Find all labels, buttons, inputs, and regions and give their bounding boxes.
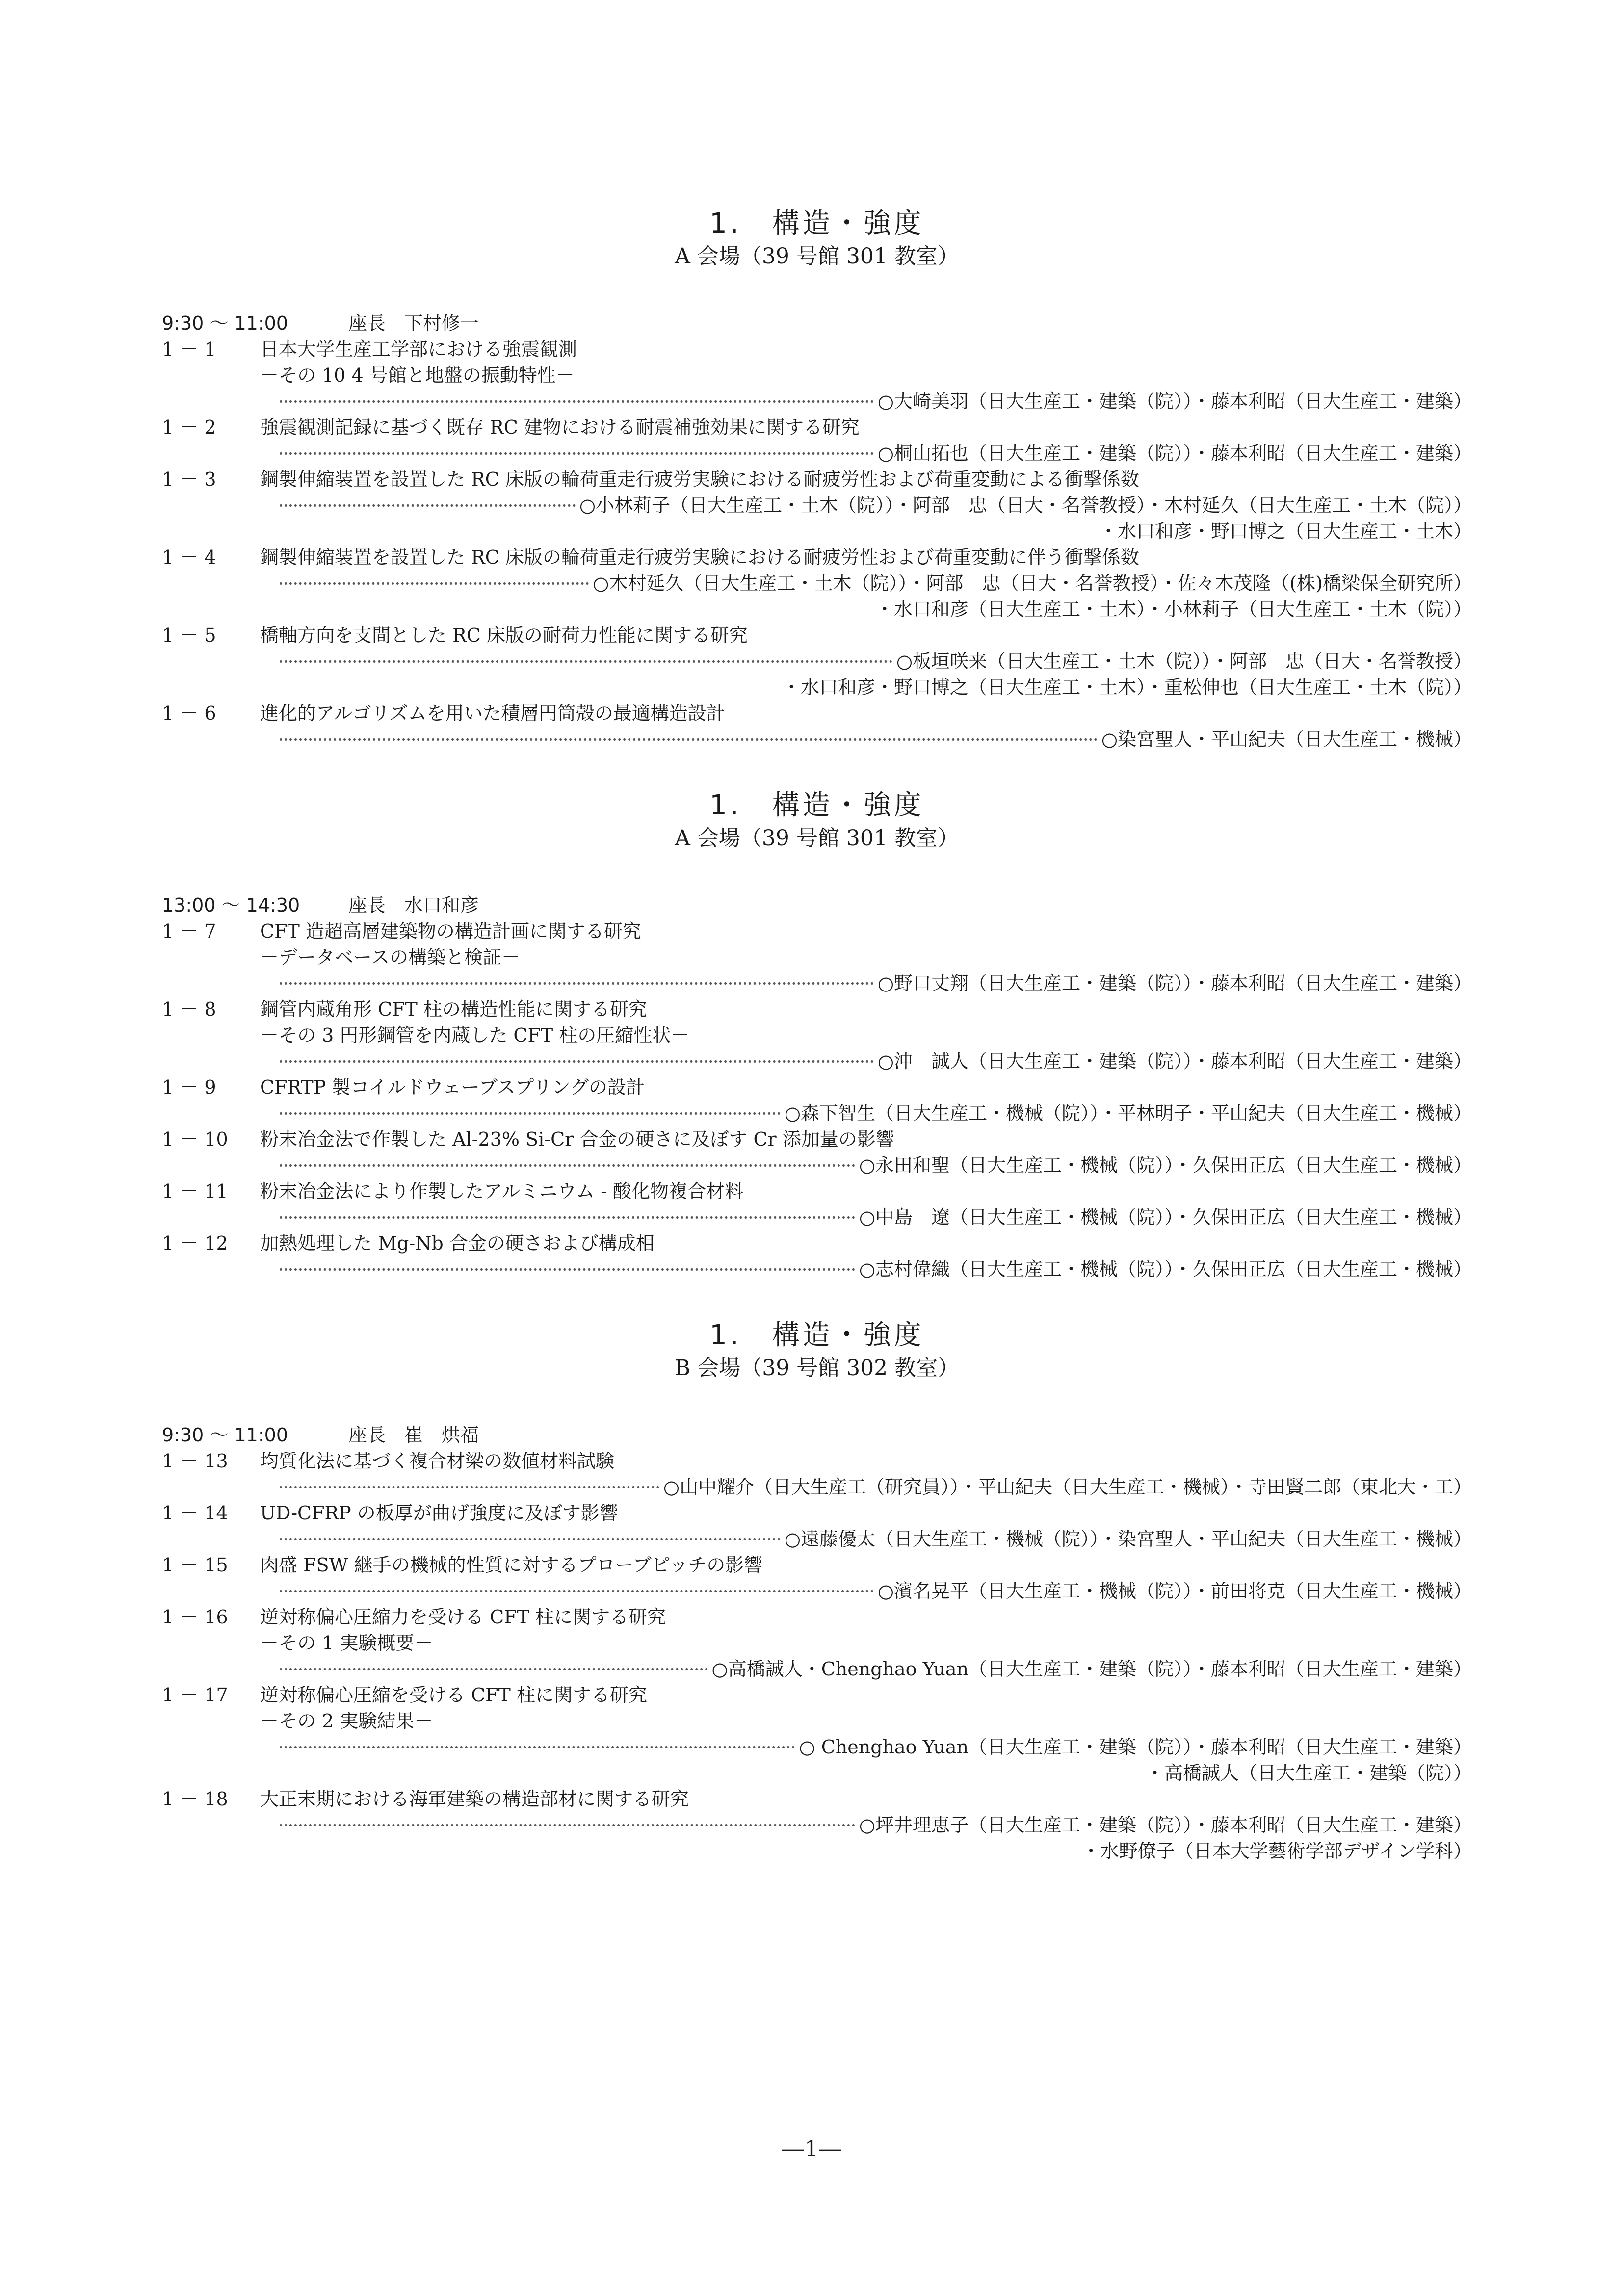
dot-leader (280, 504, 576, 507)
entry-number: 1 － 8 (162, 998, 216, 1020)
session-block (162, 206, 1472, 753)
entry-title: UD-CFRP の板厚が曲げ強度に及ぼす影響 (260, 1502, 618, 1524)
program-entry (162, 545, 1472, 623)
entry-authors: ○板垣咲来（日大生産工・土木（院））・阿部 忠（日大・名誉教授） (896, 651, 1472, 672)
entry-authors-line (162, 1578, 1472, 1604)
chair-line (162, 892, 1472, 918)
entry-authors: ○ Chenghao Yuan（日大生産工・建築（院））・藤本利昭（日大生産工・建築） (799, 1736, 1472, 1758)
entry-authors: ○遠藤優太（日大生産工・機械（院））・染宮聖人・平山紀夫（日大生産工・機械） (784, 1528, 1472, 1550)
dot-leader (280, 1486, 659, 1488)
page-number: ―1― (782, 2137, 842, 2162)
dot-leader (280, 452, 874, 455)
venue-label: A 会場（39 号館 301 教室） (675, 244, 959, 269)
entry-title-line (162, 1074, 1472, 1100)
entry-subtitle: －その 3 円形鋼管を内蔵した CFT 柱の圧縮性状－ (260, 1024, 690, 1046)
chair-line (162, 1422, 1472, 1448)
entry-authors-line (162, 1048, 1472, 1074)
entry-authors-line (162, 1734, 1472, 1760)
entry-title-line (162, 996, 1472, 1022)
dot-leader (280, 738, 1098, 741)
dot-leader (280, 1060, 874, 1063)
entry-authors: ○高橋誠人・Chenghao Yuan（日大生産工・建築（院））・藤本利昭（日大生産工・建築） (711, 1658, 1472, 1680)
entry-authors: ○志村偉織（日大生産工・機械（院））・久保田正広（日大生産工・機械） (859, 1258, 1472, 1280)
entry-number: 1 － 14 (162, 1502, 228, 1524)
entry-title: 強震観測記録に基づく既存 RC 建物における耐震補強効果に関する研究 (260, 417, 860, 438)
entry-title-line (162, 1448, 1472, 1474)
dot-leader (280, 1268, 855, 1271)
entry-authors: ○染宮聖人・平山紀夫（日大生産工・機械） (1101, 729, 1472, 750)
program-entry (162, 623, 1472, 701)
program-entry (162, 337, 1472, 415)
entry-number: 1 － 13 (162, 1450, 228, 1472)
entry-title-line (162, 1500, 1472, 1526)
entry-authors: ○小林莉子（日大生産工・土木（院））・阿部 忠（日大・名誉教授）・木村延久（日大生産工・土木（院）） (579, 495, 1472, 516)
entry-title-line (162, 1786, 1472, 1812)
entry-authors-continued: ・水口和彦・野口博之（日大生産工・土木） (1099, 521, 1472, 542)
entry-title-line (162, 337, 1472, 363)
program-entry (162, 1448, 1472, 1500)
program-entry (162, 415, 1472, 467)
entry-authors-line (162, 1100, 1472, 1126)
entry-authors-line (162, 1152, 1472, 1178)
entry-title-line (162, 1230, 1472, 1256)
entry-authors: ○坪井理恵子（日大生産工・建築（院））・藤本利昭（日大生産工・建築） (859, 1814, 1472, 1836)
entry-title: 鋼製伸縮装置を設置した RC 床版の輪荷重走行疲労実験における耐疲労性および荷重変動による衝撃係数 (260, 469, 1139, 490)
entry-title-line (162, 701, 1472, 727)
entry-number: 1 － 6 (162, 703, 216, 724)
entry-number: 1 － 4 (162, 547, 216, 568)
entry-number: 1 － 2 (162, 417, 216, 438)
entry-authors-line (162, 493, 1472, 519)
entry-authors-continued: ・高橋誠人（日大生産工・建築（院）） (1145, 1762, 1472, 1784)
entry-authors: ○木村延久（日大生産工・土木（院））・阿部 忠（日大・名誉教授）・佐々木茂隆（(株)橋梁保全研究所） (593, 573, 1472, 594)
session-chair: 座長 下村修一 (348, 313, 479, 334)
program-entry (162, 467, 1472, 545)
program-entry (162, 1126, 1472, 1178)
program-entry (162, 1786, 1472, 1864)
dot-leader (280, 1746, 795, 1748)
program-entry (162, 1230, 1472, 1282)
entry-number: 1 － 17 (162, 1684, 228, 1706)
entry-number: 1 － 12 (162, 1232, 228, 1254)
session-time: 13:00 ～ 14:30 (162, 894, 300, 916)
entry-title-line (162, 1604, 1472, 1630)
dot-leader (280, 982, 874, 985)
session-list (162, 206, 1472, 1864)
entry-authors-line (162, 1204, 1472, 1230)
venue-label: A 会場（39 号館 301 教室） (675, 826, 959, 851)
entry-authors: ○山中耀介（日大生産工（研究員））・平山紀夫（日大生産工・機械）・寺田賢二郎（東北大・工） (663, 1476, 1472, 1498)
entry-title-line (162, 1126, 1472, 1152)
entry-subtitle: －その 1 実験概要－ (260, 1632, 433, 1654)
dot-leader (280, 1668, 708, 1670)
entry-authors-continued: ・水口和彦・野口博之（日大生産工・土木）・重松伸也（日大生産工・土木（院）） (782, 677, 1472, 698)
program-page (162, 206, 1472, 2100)
entry-authors: ○濱名晃平（日大生産工・機械（院））・前田将克（日大生産工・機械） (877, 1580, 1472, 1602)
entry-subtitle: －データベースの構築と検証－ (260, 946, 521, 968)
entry-number: 1 － 16 (162, 1606, 228, 1628)
section-title: 1. 構造・強度 (709, 789, 924, 821)
entry-title-line (162, 1552, 1472, 1578)
dot-leader (280, 1590, 874, 1592)
session-block (162, 788, 1472, 1282)
entry-title-line (162, 918, 1472, 944)
dot-leader (280, 1216, 855, 1219)
entry-authors: ○野口丈翔（日大生産工・建築（院））・藤本利昭（日大生産工・建築） (877, 972, 1472, 994)
entry-subtitle: －その 2 実験結果－ (260, 1710, 433, 1732)
session-time: 9:30 ～ 11:00 (162, 313, 288, 334)
entry-authors-line (162, 571, 1472, 597)
entry-authors: ○中島 遼（日大生産工・機械（院））・久保田正広（日大生産工・機械） (859, 1206, 1472, 1228)
entry-authors-line (162, 389, 1472, 415)
entry-authors: ○沖 誠人（日大生産工・建築（院））・藤本利昭（日大生産工・建築） (877, 1050, 1472, 1072)
section-title: 1. 構造・強度 (709, 1319, 924, 1351)
entry-authors-line (162, 727, 1472, 753)
entry-authors-line (162, 1812, 1472, 1838)
entry-number: 1 － 1 (162, 339, 216, 360)
entry-authors: ○桐山拓也（日大生産工・建築（院））・藤本利昭（日大生産工・建築） (877, 443, 1472, 464)
entry-authors: ○森下智生（日大生産工・機械（院））・平林明子・平山紀夫（日大生産工・機械） (784, 1102, 1472, 1124)
dot-leader (280, 582, 589, 585)
program-entry (162, 1552, 1472, 1604)
chair-line (162, 310, 1472, 337)
entry-authors-line (162, 1526, 1472, 1552)
entry-title: CFRTP 製コイルドウェーブスプリングの設計 (260, 1076, 645, 1098)
entry-number: 1 － 18 (162, 1788, 228, 1810)
entry-title: 鋼管内蔵角形 CFT 柱の構造性能に関する研究 (260, 998, 647, 1020)
dot-leader (280, 1164, 855, 1167)
dot-leader (280, 1112, 781, 1115)
program-entry (162, 996, 1472, 1074)
dot-leader (280, 1538, 781, 1540)
entry-title: CFT 造超高層建築物の構造計画に関する研究 (260, 920, 641, 942)
entry-authors-line (162, 970, 1472, 996)
entry-title-line (162, 1682, 1472, 1708)
program-entry (162, 1682, 1472, 1786)
entry-authors-line (162, 441, 1472, 467)
entry-authors-line (162, 1656, 1472, 1682)
dot-leader (280, 400, 874, 403)
program-entry (162, 1178, 1472, 1230)
entry-authors-continued: ・水口和彦（日大生産工・土木）・小林莉子（日大生産工・土木（院）） (875, 599, 1472, 620)
entry-number: 1 － 10 (162, 1128, 228, 1150)
entry-number: 1 － 5 (162, 625, 216, 646)
program-entry (162, 918, 1472, 996)
entry-number: 1 － 9 (162, 1076, 216, 1098)
entry-title: 大正末期における海軍建築の構造部材に関する研究 (260, 1788, 689, 1810)
session-time: 9:30 ～ 11:00 (162, 1424, 288, 1446)
program-entry (162, 1604, 1472, 1682)
session-chair: 座長 崔 烘福 (348, 1424, 479, 1446)
entry-number: 1 － 11 (162, 1180, 228, 1202)
entry-authors-line (162, 1256, 1472, 1282)
entry-authors: ○永田和聖（日大生産工・機械（院））・久保田正広（日大生産工・機械） (859, 1154, 1472, 1176)
session-block (162, 1318, 1472, 1864)
entry-authors-continued: ・水野僚子（日本大学藝術学部デザイン学科） (1081, 1840, 1472, 1862)
dot-leader (280, 660, 892, 663)
entry-title: 粉末冶金法により作製したアルミニウム - 酸化物複合材料 (260, 1180, 744, 1202)
entry-title-line (162, 623, 1472, 649)
entry-number: 1 － 15 (162, 1554, 228, 1576)
entry-title: 加熱処理した Mg-Nb 合金の硬さおよび構成相 (260, 1232, 655, 1254)
entry-title-line (162, 467, 1472, 493)
entry-authors-line (162, 649, 1472, 675)
entry-title-line (162, 1178, 1472, 1204)
entry-title-line (162, 415, 1472, 441)
entry-number: 1 － 3 (162, 469, 216, 490)
entry-number: 1 － 7 (162, 920, 216, 942)
venue-label: B 会場（39 号館 302 教室） (674, 1356, 960, 1381)
entry-title-line (162, 545, 1472, 571)
program-entry (162, 1500, 1472, 1552)
entry-title: 日本大学生産工学部における強震観測 (260, 339, 577, 360)
entry-subtitle: －その 10 4 号館と地盤の振動特性－ (260, 365, 575, 386)
program-entry (162, 1074, 1472, 1126)
entry-title: 逆対称偏心圧縮を受ける CFT 柱に関する研究 (260, 1684, 647, 1706)
entry-title: 進化的アルゴリズムを用いた積層円筒殻の最適構造設計 (260, 703, 725, 724)
dot-leader (280, 1824, 855, 1826)
entry-title: 肉盛 FSW 継手の機械的性質に対するプローブピッチの影響 (260, 1554, 763, 1576)
session-chair: 座長 水口和彦 (348, 894, 479, 916)
entry-title: 粉末冶金法で作製した Al-23% Si-Cr 合金の硬さに及ぼす Cr 添加量の影響 (260, 1128, 894, 1150)
entry-authors-line (162, 1474, 1472, 1500)
entry-title: 均質化法に基づく複合材梁の数値材料試験 (260, 1450, 615, 1472)
entry-authors: ○大崎美羽（日大生産工・建築（院））・藤本利昭（日大生産工・建築） (877, 391, 1472, 412)
entry-title: 橋軸方向を支間とした RC 床版の耐荷力性能に関する研究 (260, 625, 748, 646)
program-entry (162, 701, 1472, 753)
entry-title: 鋼製伸縮装置を設置した RC 床版の輪荷重走行疲労実験における耐疲労性および荷重変動に伴う衝撃係数 (260, 547, 1139, 568)
section-title: 1. 構造・強度 (709, 208, 924, 239)
entry-title: 逆対称偏心圧縮力を受ける CFT 柱に関する研究 (260, 1606, 666, 1628)
